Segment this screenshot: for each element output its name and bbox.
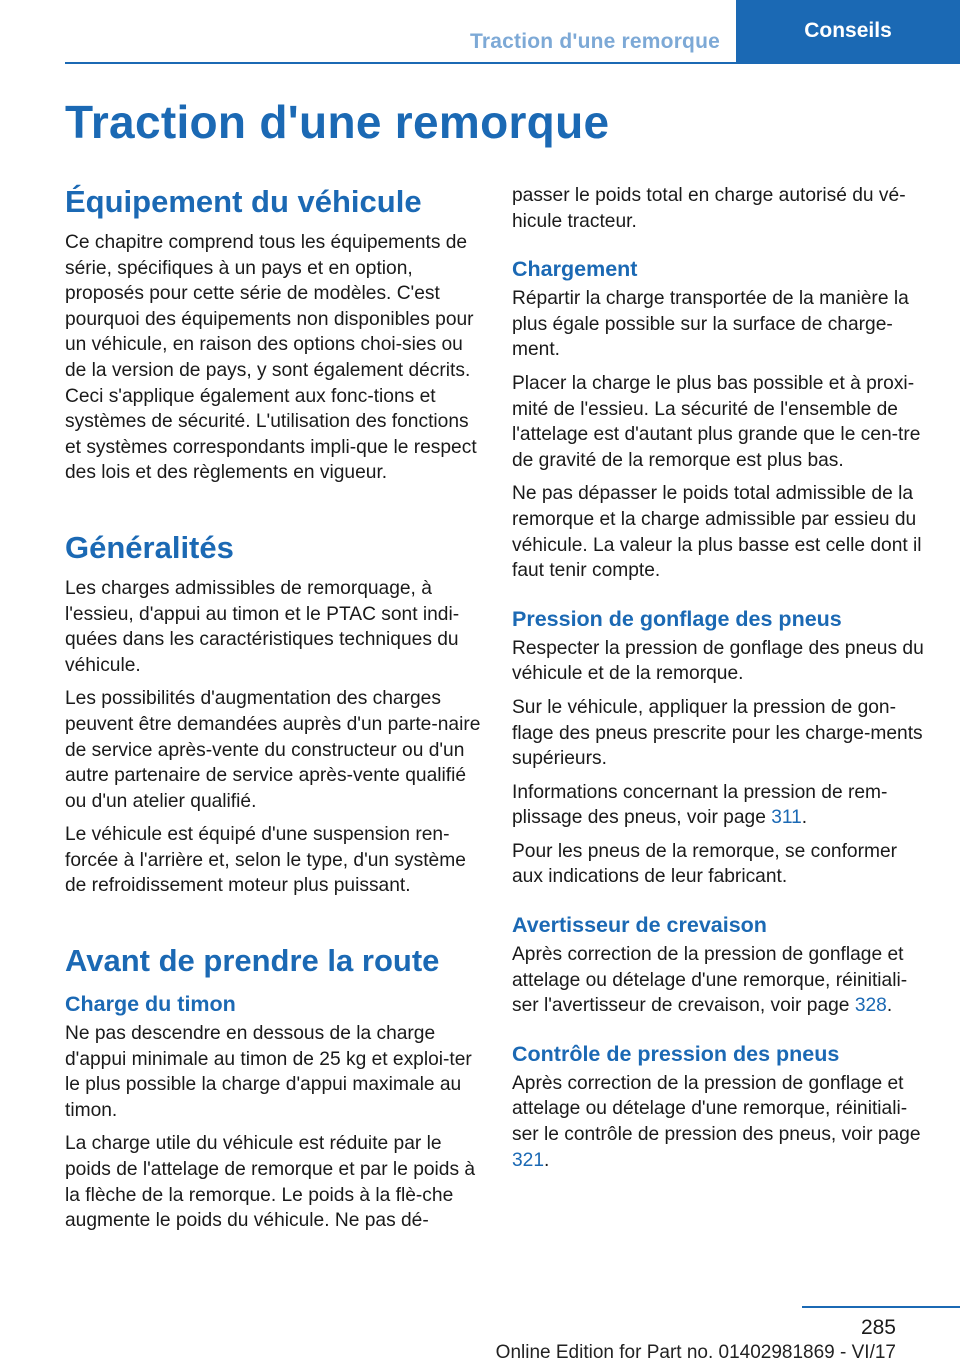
paragraph-pression-3 <box>512 780 930 831</box>
right-column <box>512 183 930 1181</box>
chapter-tab-conseils[interactable]: Conseils <box>736 0 960 62</box>
heading-equipement: Équipement du véhicule <box>65 184 422 219</box>
paragraph-generalites-2: Les possibilités d'augmentation des charges peuvent être demandées auprès d'un parte‐naire de service après-vente du constructeur ou d'un autre partenaire de service après-vente qualifié ou d'un atelier qualifié. <box>65 688 481 812</box>
footer-rule <box>802 1306 960 1308</box>
controle-text: Après correction de la pression de gonflage et attelage ou dételage d'une remorque, réinitiali‐ser le contrôle de pression des pneus, voir page <box>512 1072 921 1146</box>
heading-generalites: Généralités <box>65 529 234 565</box>
left-column <box>65 180 483 1242</box>
subheading-chargement: Chargement <box>512 257 638 282</box>
pression-period: . <box>801 807 808 829</box>
subheading-charge-timon: Charge du timon <box>65 992 236 1017</box>
paragraph-continuation: passer le poids total en charge autorisé du vé‐hicule tracteur. <box>512 185 906 232</box>
paragraph-controle <box>512 1071 930 1173</box>
paragraph-pression-2: Sur le véhicule, appliquer la pression de gon‐flage des pneus prescrite pour les charge‐ments supérieurs. <box>512 696 923 770</box>
paragraph-avertisseur <box>512 942 930 1019</box>
page-link-311[interactable]: 311 <box>771 807 802 829</box>
heading-avant-route: Avant de prendre la route <box>65 943 440 979</box>
controle-period: . <box>544 1149 550 1171</box>
paragraph-equipement: Ce chapitre comprend tous les équipements de série, spécifiques à un pays et en option, proposés pour cette série de modèles. C'est pourquoi des équipements non disponibles pour un véhicule, en raison des options choi‐sies ou de la version de pays, y sont également décrits. Ceci s'applique également aux fonc‐tions et systèmes de sécurité. L'utilisation des fonctions et systèmes correspondants impli‐que le respect des lois et des règlements en vigueur. <box>65 232 477 484</box>
paragraph-pression-1: Respecter la pression de gonflage des pneus du véhicule et de la remorque. <box>512 637 924 685</box>
paragraph-pression-4: Pour les pneus de la remorque, se conformer aux indications de leur fabricant. <box>512 840 898 888</box>
page-header <box>65 0 960 64</box>
subheading-pression-gonflage: Pression de gonflage des pneus <box>512 606 842 631</box>
paragraph-chargement-2: Placer la charge le plus bas possible et à proxi‐mité de l'essieu. La sécurité de l'ensemble de l'attelage est d'autant plus grande que le cen‐tre de gravité de la remorque est plus bas. <box>512 372 921 471</box>
avertisseur-period: . <box>886 995 893 1017</box>
paragraph-generalites-3: Le véhicule est équipé d'une suspension ren‐forcée à l'arrière et, selon le type, d'un système de refroidissement moteur plus puissant. <box>65 824 466 897</box>
avertisseur-text: Après correction de la pression de gonflage et attelage ou dételage d'une remorque, réinitiali‐ser l'avertisseur de crevaison, voir page <box>512 944 908 1017</box>
pression-text: Informations concernant la pression de rem‐plissage des pneus, voir page <box>512 781 888 829</box>
paragraph-charge-timon-1: Ne pas descendre en dessous de la charge d'appui minimale au timon de 25 kg et exploi‐ter le plus possible la charge d'appui maximale au timon. <box>65 1023 472 1121</box>
paragraph-chargement-1: Répartir la charge transportée de la manière la plus égale possible sur la surface de charge‐ment. <box>512 288 909 361</box>
page-link-321[interactable]: 321 <box>512 1149 545 1171</box>
running-section-title: Traction d'une remorque <box>470 30 720 53</box>
paragraph-chargement-3: Ne pas dépasser le poids total admissible de la remorque et la charge admissible par essieu du véhicule. La valeur la plus basse est celle dont il faut tenir compte. <box>512 483 922 582</box>
footer-edition: Online Edition for Part no. 01402981869 - VI/17 <box>495 1342 896 1363</box>
page-title: Traction d'une remorque <box>65 96 610 148</box>
subheading-controle-pression: Contrôle de pression des pneus <box>512 1041 840 1066</box>
paragraph-generalites-1: Les charges admissibles de remorquage, à l'essieu, d'appui au timon et le PTAC sont indi‐quées dans les caractéristiques techniques du véhicule. <box>65 577 460 676</box>
page-number: 285 <box>860 1316 896 1339</box>
page-link-328[interactable]: 328 <box>854 995 887 1017</box>
paragraph-charge-timon-2: La charge utile du véhicule est réduite par le poids de l'attelage de remorque et par le poids à la flèche de la remorque. Le poids à la flè‐che augmente le poids du véhicule. Ne pas dé‐ <box>65 1133 476 1232</box>
subheading-avertisseur: Avertisseur de crevaison <box>512 913 767 938</box>
